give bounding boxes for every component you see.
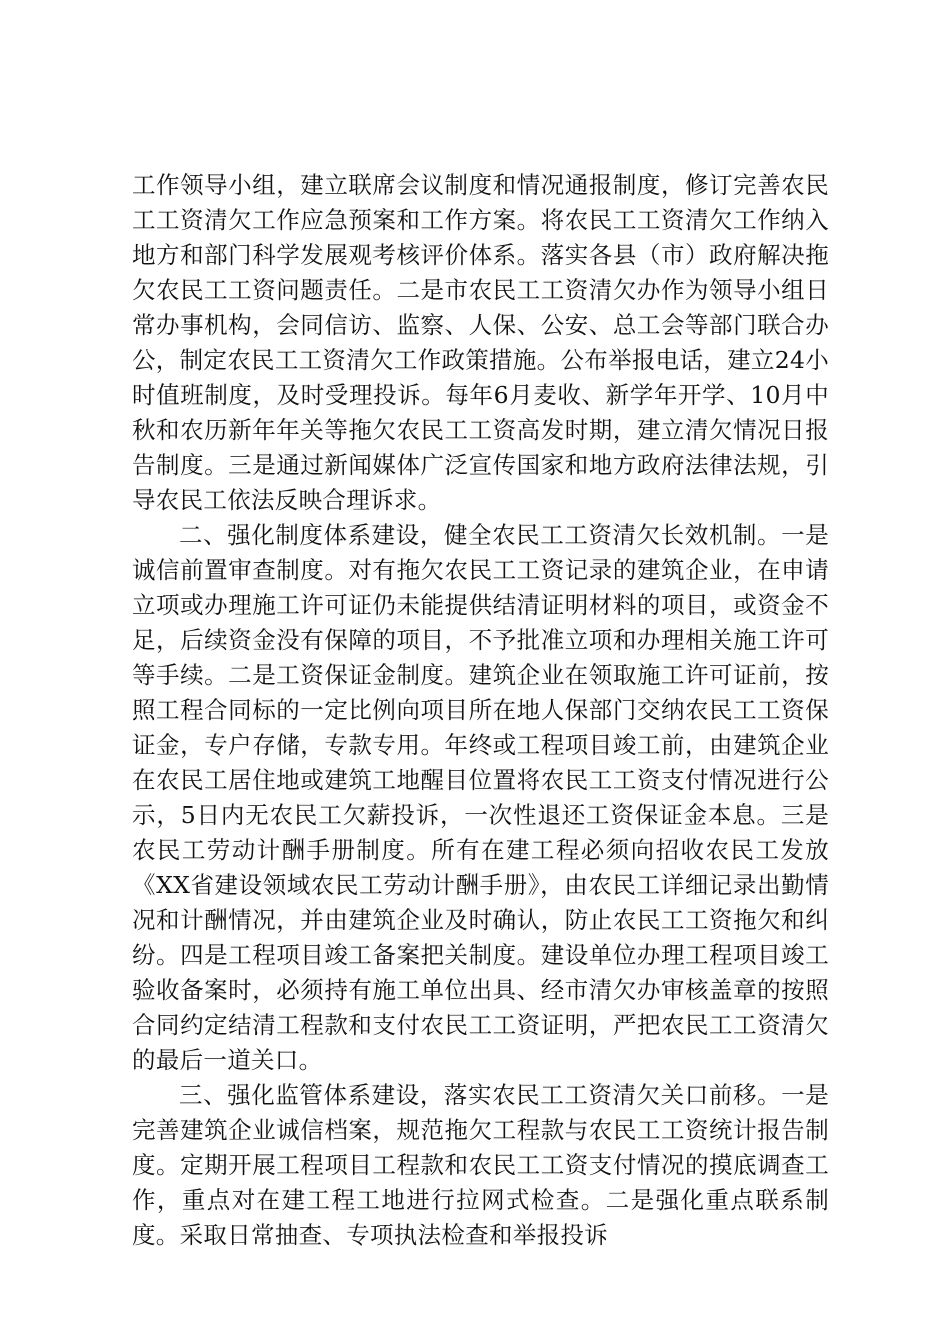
document-body — [132, 168, 829, 1253]
paragraph-3: 三、强化监管体系建设，落实农民工工资清欠关口前移。一是完善建筑企业诚信档案，规范拖欠工程款与农民工工资统计报告制度。定期开展工程项目工程款和农民工工资支付情况的摸底调查工作，重点对在建工程工地进行拉网式检查。二是强化重点联系制度。采取日常抽查、专项执法检查和举报投诉 — [132, 1081, 829, 1249]
paragraph-2: 二、强化制度体系建设，健全农民工工资清欠长效机制。一是诚信前置审查制度。对有拖欠农民工工资记录的建筑企业，在申请立项或办理施工许可证仍未能提供结清证明材料的项目，或资金不足，后续资金没有保障的项目，不予批准立项和办理相关施工许可等手续。二是工资保证金制度。建筑企业在领取施工许可证前，按照工程合同标的一定比例向项目所在地人保部门交纳农民工工资保证金，专户存储，专款专用。年终或工程项目竣工前，由建筑企业在农民工居住地或建筑工地醒目位置将农民工工资支付情况进行公示，5日内无农民工欠薪投诉，一次性退还工资保证金本息。三是农民工劳动计酬手册制度。所有在建工程必须向招收农民工发放《XX省建设领域农民工劳动计酬手册》，由农民工详细记录出勤情况和计酬情况，并由建筑企业及时确认，防止农民工工资拖欠和纠纷。四是工程项目竣工备案把关制度。建设单位办理工程项目竣工验收备案时，必须持有施工单位出具、经市清欠办审核盖章的按照合同约定结清工程款和支付农民工工资证明，严把农民工工资清欠的最后一道关口。 — [132, 521, 829, 1074]
paragraph-1: 工作领导小组，建立联席会议制度和情况通报制度，修订完善农民工工资清欠工作应急预案和工作方案。将农民工工资清欠工作纳入地方和部门科学发展观考核评价体系。落实各县（市）政府解决拖欠农民工工资问题责任。二是市农民工工资清欠办作为领导小组日常办事机构，会同信访、监察、人保、公安、总工会等部门联合办公，制定农民工工资清欠工作政策措施。公布举报电话，建立24小时值班制度，及时受理投诉。每年6月麦收、新学年开学、10月中秋和农历新年年关等拖欠农民工工资高发时期，建立清欠情况日报告制度。三是通过新闻媒体广泛宣传国家和地方政府法律法规，引导农民工依法反映合理诉求。 — [132, 171, 829, 514]
